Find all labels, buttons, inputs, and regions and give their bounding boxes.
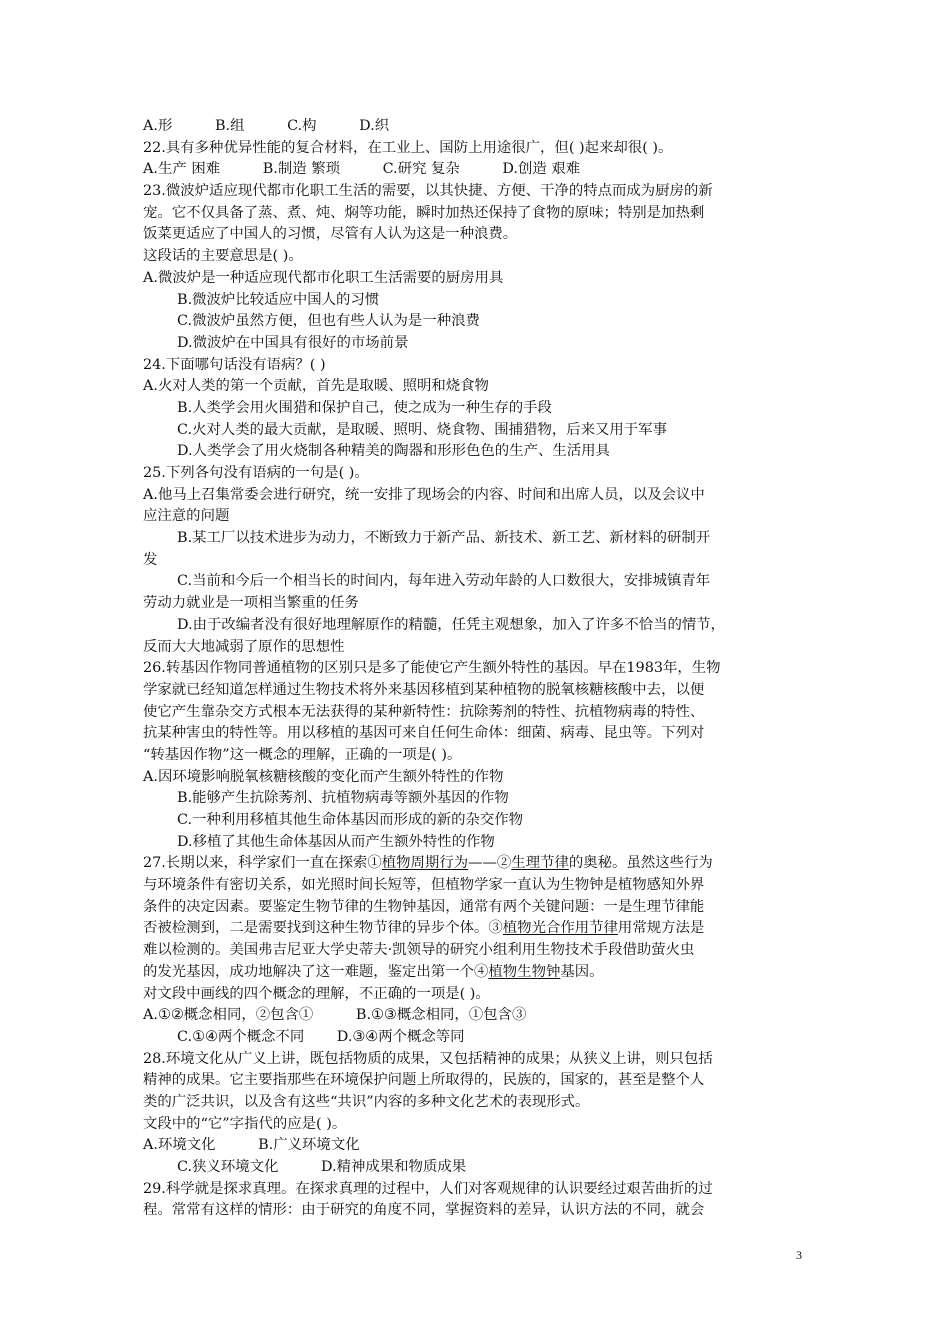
q28-option-c: C.狭义环境文化 xyxy=(177,1159,279,1175)
q24-option-b: B.人类学会用火围猎和保护自己，使之成为一种生存的手段 xyxy=(177,399,552,416)
q28-option-b: B.广义环境文化 xyxy=(258,1137,360,1154)
q28-option-d: D.精神成果和物质成果 xyxy=(321,1159,467,1175)
q22-stem: 22.具有多种优异性能的复合材料，在工业上、国防上用途很广，但( )起来却很( )。 xyxy=(143,139,673,156)
q22-option-c: C.研究 复杂 xyxy=(382,161,460,178)
q29-line-1: 29.科学就是探求真理。在探求真理的过程中，人们对客观规律的认识要经过艰苦曲折的过 xyxy=(143,1180,713,1197)
q27-line-1-post: 的奥秘。虽然这些行为 xyxy=(568,855,713,872)
q28-line-2: 精神的成果。它主要指那些在环境保护问题上所取得的，民族的，国家的，甚至是整个人 xyxy=(143,1072,705,1089)
q28-options-cd xyxy=(143,1157,811,1179)
q28-line-3: 类的广泛共识，以及含有这些“共识”内容的多种文化艺术的表现形式。 xyxy=(143,1093,590,1110)
q25-option-b-line-1: B.某工厂以技术进步为动力，不断致力于新产品、新技术、新工艺、新材料的研制开 xyxy=(177,530,711,547)
q26-option-d: D.移植了其他生命体基因从而产生额外特性的作物 xyxy=(177,833,495,850)
q24-option-a: A.火对人类的第一个贡献，首先是取暖、照明和烧食物 xyxy=(143,378,489,395)
q27-line-4 xyxy=(143,918,811,940)
page-number: 3 xyxy=(796,1248,802,1262)
q27-concept-3: 植物光合作用节律 xyxy=(502,920,618,937)
q27-option-a: A.①②概念相同，②包含① xyxy=(143,1007,314,1024)
q27-option-b: B.①③概念相同，①包含③ xyxy=(355,1007,527,1024)
q23-line-3: 饭菜更适应了中国人的习惯，尽管有人认为这是一种浪费。 xyxy=(143,226,518,243)
q25-option-d-line-2: 反而大大地减弱了原作的思想性 xyxy=(143,638,345,655)
q28-option-a: A.环境文化 xyxy=(143,1137,216,1154)
q25-option-a-line-2: 应注意的问题 xyxy=(143,508,230,525)
q27-question: 对文段中画线的四个概念的理解，不正确的一项是( )。 xyxy=(143,985,490,1002)
q27-line-1-mid: ——② xyxy=(468,855,512,872)
q27-line-5: 难以检测的。美国弗吉尼亚大学史蒂夫·凯领导的研究小组利用生物技术手段借助萤火虫 xyxy=(143,942,695,959)
q27-concept-4: 植物生物钟 xyxy=(488,963,561,980)
q27-line-6-post: 基因。 xyxy=(560,963,604,980)
q23-question: 这段话的主要意思是( )。 xyxy=(143,248,303,265)
q21-option-c: C.构 xyxy=(287,118,317,134)
q25-stem: 25.下列各句没有语病的一句是( )。 xyxy=(143,465,369,481)
q24-option-c: C.火对人类的最大贡献，是取暖、照明、烧食物、围捕猎物，后来又用于军事 xyxy=(177,421,667,438)
q25-option-d-line-1: D.由于改编者没有很好地理解原作的精髓，任凭主观想象，加入了许多不恰当的情节， xyxy=(177,616,726,633)
q27-line-1-pre: 27.长期以来，科学家们一直在探索① xyxy=(143,855,382,872)
q25-option-a-line-1: A.他马上召集常委会进行研究，统一安排了现场会的内容、时间和出席人员，以及会议中 xyxy=(143,486,705,503)
q27-option-c: C.①④两个概念不同 xyxy=(177,1028,305,1045)
q28-options-ab xyxy=(143,1135,811,1157)
q26-option-b: B.能够产生抗除莠剂、抗植物病毒等额外基因的作物 xyxy=(177,790,509,807)
q28-line-1: 28.环境文化从广义上讲，既包括物质的成果，又包括精神的成果；从狭义上讲，则只包括 xyxy=(143,1050,713,1067)
q26-line-2: 学家就已经知道怎样通过生物技术将外来基因移植到某种植物的脱氧核糖核酸中去，以便 xyxy=(143,681,705,698)
q21-option-b: B.组 xyxy=(214,118,245,134)
q27-concept-2: 生理节律 xyxy=(511,855,569,872)
q27-line-4-post: 用常规方法是 xyxy=(617,920,705,937)
q27-options-ab xyxy=(143,1005,811,1027)
q26-line-1: 26.转基因作物同普通植物的区别只是多了能使它产生额外特性的基因。早在1983年，生物 xyxy=(143,660,721,677)
q21-option-a: A.形 xyxy=(143,118,173,134)
q22-options xyxy=(143,159,811,181)
q26-line-3: 使它产生靠杂交方式根本无法获得的某种新特性：抗除莠剂的特性、抗植物病毒的特性、 xyxy=(143,703,705,720)
q23-option-b: B.微波炉比较适应中国人的习惯 xyxy=(177,291,380,308)
q27-line-4-pre: 否被检测到，二是需要找到这种生物节律的异步个体。③ xyxy=(143,920,503,937)
q24-option-d: D.人类学会了用火烧制各种精美的陶器和形形色色的生产、生活用具 xyxy=(177,443,610,460)
q27-concept-1: 植物周期行为 xyxy=(381,855,469,872)
q25-option-c-line-2: 劳动力就业是一项相当繁重的任务 xyxy=(143,595,359,612)
q22-option-d: D.创造 艰难 xyxy=(502,161,581,178)
q26-option-a: A.因环境影响脱氧核糖核酸的变化而产生额外特性的作物 xyxy=(143,768,504,785)
q27-options-cd xyxy=(143,1027,811,1049)
q27-line-6-pre: 的发光基因，成功地解决了这一难题，鉴定出第一个④ xyxy=(143,963,489,980)
q22-option-b: B.制造 繁琐 xyxy=(262,161,340,178)
q21-option-d: D.织 xyxy=(359,118,390,134)
q23-line-2: 宠。它不仅具备了蒸、煮、炖、焖等功能，瞬时加热还保持了食物的原味；特别是加热剩 xyxy=(143,204,705,221)
q23-line-1: 23.微波炉适应现代都市化职工生活的需要，以其快捷、方便、干净的特点而成为厨房的新 xyxy=(143,183,713,200)
q26-question: “转基因作物”这一概念的理解，正确的一项是( )。 xyxy=(143,746,462,763)
document-page xyxy=(143,116,811,1222)
q28-question: 文段中的“它”字指代的应是( )。 xyxy=(143,1115,347,1132)
q23-option-a: A.微波炉是一种适应现代都市化职工生活需要的厨房用具 xyxy=(143,269,504,286)
q27-option-d: D.③④两个概念等同 xyxy=(336,1028,465,1045)
q27-line-3: 条件的决定因素。要鉴定生物节律的生物钟基因，通常有两个关键问题：一是生理节律能 xyxy=(143,898,705,915)
q22-option-a: A.生产 困难 xyxy=(143,161,221,178)
q24-stem: 24.下面哪句话没有语病？( ) xyxy=(143,356,326,373)
q25-option-c-line-1: C.当前和今后一个相当长的时间内，每年进入劳动年龄的人口数很大，安排城镇青年 xyxy=(177,573,711,590)
q21-options xyxy=(143,116,811,138)
q25-option-b-line-2: 发 xyxy=(143,551,158,568)
q26-option-c: C.一种利用移植其他生命体基因而形成的新的杂交作物 xyxy=(177,812,524,828)
q23-option-d: D.微波炉在中国具有很好的市场前景 xyxy=(177,334,409,351)
q26-line-4: 抗某种害虫的特性等。用以移植的基因可来自任何生命体：细菌、病毒、昆虫等。下列对 xyxy=(143,725,705,742)
q27-line-1 xyxy=(143,853,811,875)
q29-line-2: 程。常常有这样的情形：由于研究的角度不同，掌握资料的差异，认识方法的不同，就会 xyxy=(143,1202,705,1219)
q27-line-6 xyxy=(143,962,811,984)
q27-line-2: 与环境条件有密切关系，如光照时间长短等，但植物学家一直认为生物钟是植物感知外界 xyxy=(143,877,705,894)
q23-option-c: C.微波炉虽然方便，但也有些人认为是一种浪费 xyxy=(177,313,480,330)
